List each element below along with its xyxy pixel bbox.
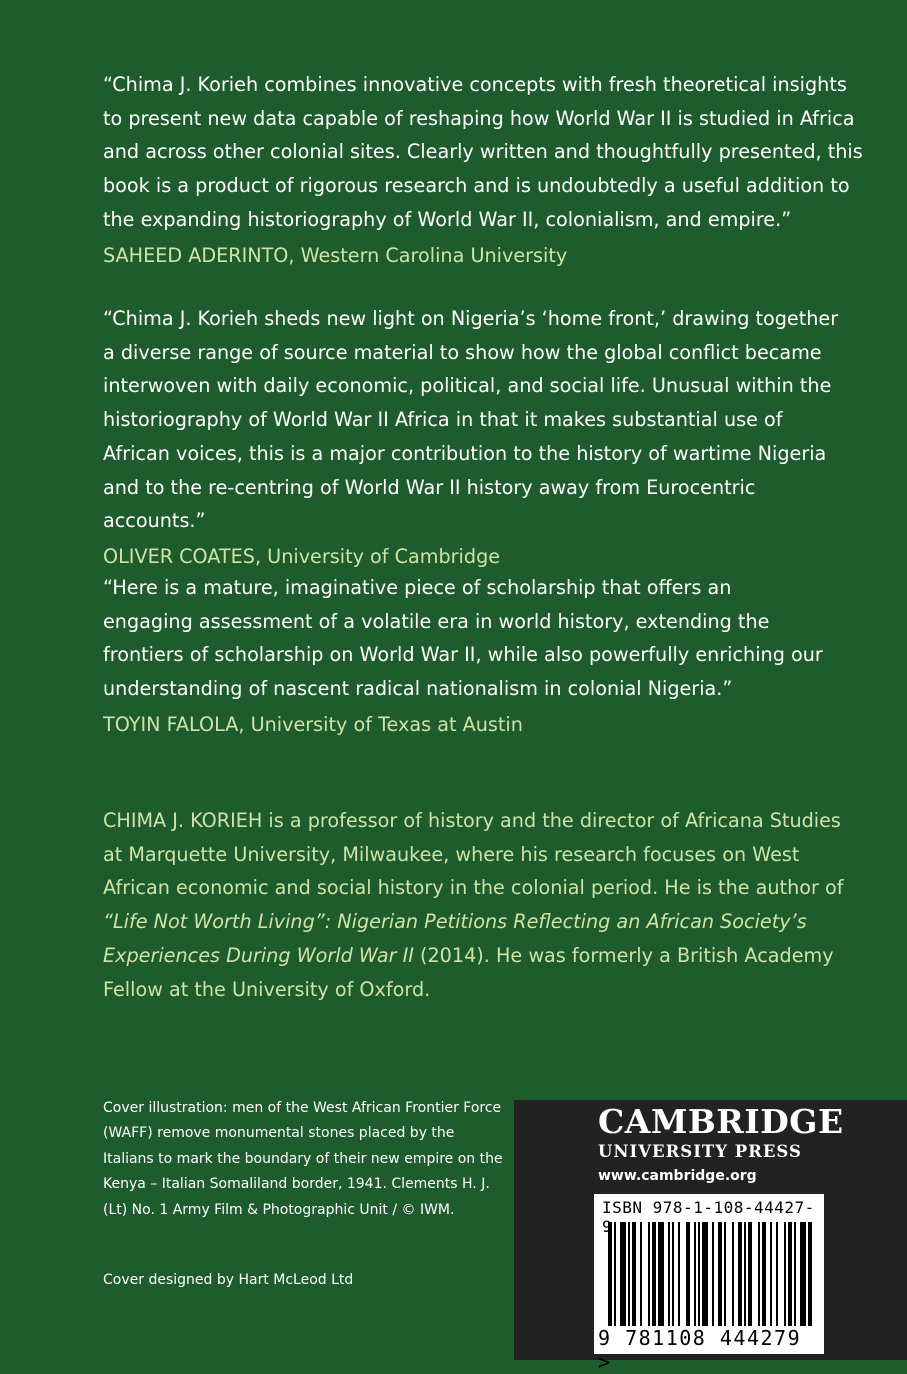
cover-illustration-credit: Cover illustration: men of the West African Frontier Force (WAFF) remove monumental stones placed by the Italians to mark the boundary of their new empire on the Kenya – Italian Somaliland border, 1941. Clements H. J. (Lt) No. 1 Army Film & Photographic Unit / © IWM. — [103, 1100, 503, 1218]
review-attribution: OLIVER COATES, University of Cambridge — [103, 544, 501, 568]
barcode-panel — [594, 1194, 824, 1374]
review-quote: “Chima J. Korieh sheds new light on Nigeria’s ‘home front,’ drawing together a diverse range of source material to show how the global conflict became interwoven with daily economic, political, and social life. Unusual within the historiography of World War II Africa in that it makes substantial use of African voices, this is a major contribution to the history of wartime Nigeria and to the re-centring of World War II history away from Eurocentric accounts.” — [103, 307, 839, 533]
author-name: CHIMA J. KORIEH — [103, 809, 263, 832]
review-2 — [103, 302, 853, 573]
reviewer-affiliation: University of Cambridge — [267, 544, 501, 568]
reviewer-name: OLIVER COATES — [103, 544, 255, 568]
isbn-label: ISBN 978-1-108-44427-9 — [602, 1198, 815, 1236]
reviewer-affiliation: Western Carolina University — [300, 243, 568, 267]
reviewer-name: TOYIN FALOLA — [103, 712, 239, 736]
book-title: “Life Not Worth Living”: Nigerian Petitions Reflecting an African Society’s Experiences During World War II — [103, 910, 807, 967]
publisher-box — [514, 1100, 907, 1374]
author-bio: CHIMA J. KORIEH is a professor of history and the director of Africana Studies at Marquette University, Milwaukee, where his research focuses on West African economic and social history in the colonial period. He is the author of “Life Not Worth Living”: Nigerian Petitions Reflecting an African Society’s Experiences During World War II (2014). He was formerly a British Academy Fellow at the University of Oxford. — [103, 809, 844, 1001]
barcode-digits: 9 781108 444279 > — [598, 1326, 802, 1374]
review-3 — [103, 571, 823, 741]
publisher-logo-name: CAMBRIDGE — [598, 1102, 844, 1141]
review-quote: “Chima J. Korieh combines innovative concepts with fresh theoretical insights to present new data capable of reshaping how World War II is studied in Africa and across other colonial sites. Clearly written and thoughtfully presented, this book is a product of rigorous research and is undoubtedly a useful addition to the expanding historiography of World War II, colonialism, and empire.” — [103, 73, 863, 231]
review-quote: “Here is a mature, imaginative piece of scholarship that offers an engaging assessment of a volatile era in world history, extending the frontiers of scholarship on World War II, while also powerfully enriching our understanding of nascent radical nationalism in colonial Nigeria.” — [103, 576, 823, 701]
publisher-logo-subtitle: UNIVERSITY PRESS — [598, 1142, 802, 1161]
reviewer-affiliation: University of Texas at Austin — [250, 712, 523, 736]
cover-designer-credit: Cover designed by Hart McLeod Ltd — [103, 1272, 354, 1288]
review-1 — [103, 68, 863, 272]
review-attribution: TOYIN FALOLA, University of Texas at Austin — [103, 712, 523, 736]
reviewer-name: SAHEED ADERINTO — [103, 243, 289, 267]
publisher-url: www.cambridge.org — [598, 1168, 757, 1184]
review-attribution: SAHEED ADERINTO, Western Carolina University — [103, 243, 568, 267]
